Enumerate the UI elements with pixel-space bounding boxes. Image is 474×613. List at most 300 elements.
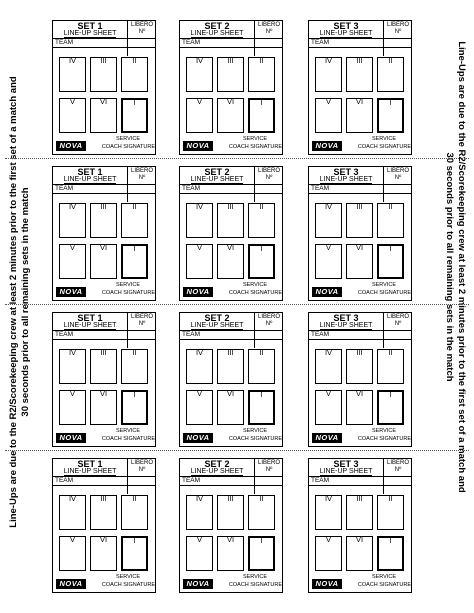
nova-logo: NOVA xyxy=(312,287,342,297)
position-box[interactable] xyxy=(217,244,244,279)
libero-number-label: Nº xyxy=(394,175,402,181)
position-number: III xyxy=(100,494,107,503)
lineup-sheet xyxy=(52,20,156,155)
libero-entry-row[interactable] xyxy=(53,340,155,348)
position-number: I xyxy=(260,98,263,107)
position-number: II xyxy=(132,348,137,357)
libero-number-label: Nº xyxy=(138,175,146,181)
libero-entry-row[interactable] xyxy=(309,194,411,202)
libero-label: LIBERO xyxy=(257,460,280,466)
position-box[interactable] xyxy=(315,203,342,238)
position-box[interactable] xyxy=(346,57,373,92)
position-box[interactable] xyxy=(121,98,148,133)
lineup-sheet xyxy=(179,458,283,593)
position-number: II xyxy=(259,202,264,211)
sheet-subtitle xyxy=(309,30,383,38)
sheet-subtitle-text: LINE-UP SHEET xyxy=(319,176,373,183)
set-title: SET 1 xyxy=(77,21,103,31)
libero-entry-row[interactable] xyxy=(180,48,282,56)
coach-signature-label: COACH SIGNATURE xyxy=(357,290,411,296)
position-box[interactable] xyxy=(90,349,117,384)
lineup-sheet xyxy=(179,312,283,447)
position-box[interactable] xyxy=(377,244,404,279)
position-number: VI xyxy=(226,97,235,106)
position-number: V xyxy=(196,243,202,252)
position-number: VI xyxy=(99,389,108,398)
position-number: VI xyxy=(99,243,108,252)
coach-signature-label: COACH SIGNATURE xyxy=(228,436,282,442)
service-label: SERVICE xyxy=(115,574,141,580)
position-box[interactable] xyxy=(217,390,244,425)
libero-entry-row[interactable] xyxy=(53,48,155,56)
team-divider xyxy=(254,331,255,339)
position-box[interactable] xyxy=(121,349,148,384)
position-box[interactable] xyxy=(377,203,404,238)
position-number: III xyxy=(100,348,107,357)
sheet-subtitle-text: LINE-UP SHEET xyxy=(63,468,117,475)
position-box[interactable] xyxy=(346,390,373,425)
team-field[interactable] xyxy=(309,38,411,48)
position-box[interactable] xyxy=(59,536,86,571)
team-label: TEAM xyxy=(311,331,330,338)
position-box[interactable] xyxy=(217,349,244,384)
position-number: V xyxy=(325,243,331,252)
nova-logo: NOVA xyxy=(312,433,342,443)
sheet-subtitle xyxy=(180,468,254,476)
nova-logo: NOVA xyxy=(183,433,213,443)
position-box[interactable] xyxy=(217,98,244,133)
libero-entry-row[interactable] xyxy=(309,340,411,348)
position-box[interactable] xyxy=(377,57,404,92)
position-number: III xyxy=(227,494,234,503)
sheet-subtitle-text: LINE-UP SHEET xyxy=(190,468,244,475)
position-number: I xyxy=(260,536,263,545)
sheet-subtitle xyxy=(53,468,127,476)
libero-entry-row[interactable] xyxy=(309,486,411,494)
lineup-sheet xyxy=(308,312,412,447)
coach-signature-label: COACH SIGNATURE xyxy=(101,436,155,442)
service-label: SERVICE xyxy=(115,428,141,434)
position-box[interactable] xyxy=(346,349,373,384)
team-divider xyxy=(254,477,255,485)
position-box[interactable] xyxy=(377,390,404,425)
libero-number-label: Nº xyxy=(138,29,146,35)
libero-label: LIBERO xyxy=(257,168,280,174)
service-label: SERVICE xyxy=(371,282,397,288)
position-number: III xyxy=(356,348,363,357)
libero-label: LIBERO xyxy=(386,22,409,28)
position-number: IV xyxy=(68,56,77,65)
position-box[interactable] xyxy=(377,495,404,530)
team-label: TEAM xyxy=(55,477,74,484)
right-instruction-line1: Line-Ups are due to the R2/Scorekeeping crew at least 2 minutes prior to the first set of a match and xyxy=(456,41,467,493)
position-box[interactable] xyxy=(121,203,148,238)
position-box[interactable] xyxy=(248,203,275,238)
position-box[interactable] xyxy=(346,495,373,530)
team-divider xyxy=(127,331,128,339)
cut-line xyxy=(5,304,469,305)
position-box[interactable] xyxy=(90,495,117,530)
team-field[interactable] xyxy=(53,184,155,194)
libero-number-label: Nº xyxy=(265,175,273,181)
set-title: SET 3 xyxy=(333,167,359,177)
team-label: TEAM xyxy=(55,39,74,46)
position-box[interactable] xyxy=(186,390,213,425)
position-box[interactable] xyxy=(217,57,244,92)
sheet-subtitle xyxy=(309,468,383,476)
position-number: III xyxy=(356,202,363,211)
position-box[interactable] xyxy=(121,390,148,425)
position-number: IV xyxy=(68,494,77,503)
service-label: SERVICE xyxy=(242,574,268,580)
position-box[interactable] xyxy=(217,536,244,571)
position-number: VI xyxy=(226,243,235,252)
sheet-subtitle xyxy=(180,176,254,184)
sheet-subtitle-text: LINE-UP SHEET xyxy=(190,30,244,37)
team-field[interactable] xyxy=(309,184,411,194)
service-label: SERVICE xyxy=(115,136,141,142)
court-rotation xyxy=(186,495,275,573)
position-number: III xyxy=(227,56,234,65)
libero-number-label: Nº xyxy=(265,29,273,35)
position-box[interactable] xyxy=(186,203,213,238)
position-box[interactable] xyxy=(315,244,342,279)
position-number: I xyxy=(389,244,392,253)
blank-divider xyxy=(383,194,384,202)
team-field[interactable] xyxy=(53,38,155,48)
position-number: IV xyxy=(324,56,333,65)
position-box[interactable] xyxy=(90,244,117,279)
position-box[interactable] xyxy=(186,536,213,571)
position-number: V xyxy=(196,97,202,106)
coach-signature-label: COACH SIGNATURE xyxy=(228,144,282,150)
libero-label: LIBERO xyxy=(130,22,153,28)
team-label: TEAM xyxy=(55,331,74,338)
set-title: SET 2 xyxy=(204,459,230,469)
lineup-sheet xyxy=(52,458,156,593)
position-box[interactable] xyxy=(90,536,117,571)
position-box[interactable] xyxy=(315,495,342,530)
position-number: I xyxy=(389,98,392,107)
position-number: II xyxy=(259,348,264,357)
position-box[interactable] xyxy=(248,495,275,530)
libero-number-label: Nº xyxy=(394,29,402,35)
position-box[interactable] xyxy=(346,98,373,133)
blank-divider xyxy=(254,194,255,202)
position-box[interactable] xyxy=(315,57,342,92)
set-title: SET 1 xyxy=(77,167,103,177)
sheet-subtitle-text: LINE-UP SHEET xyxy=(319,30,373,37)
position-box[interactable] xyxy=(121,57,148,92)
position-number: VI xyxy=(355,389,364,398)
position-number: I xyxy=(389,390,392,399)
position-number: V xyxy=(325,389,331,398)
position-box[interactable] xyxy=(186,495,213,530)
court-rotation xyxy=(186,349,275,427)
blank-divider xyxy=(383,48,384,56)
libero-entry-row[interactable] xyxy=(53,486,155,494)
sheet-subtitle-text: LINE-UP SHEET xyxy=(63,30,117,37)
position-number: I xyxy=(260,390,263,399)
libero-number-label: Nº xyxy=(394,321,402,327)
service-label: SERVICE xyxy=(242,428,268,434)
service-label: SERVICE xyxy=(242,136,268,142)
position-number: I xyxy=(133,98,136,107)
sheet-subtitle xyxy=(53,176,127,184)
position-box[interactable] xyxy=(59,203,86,238)
court-rotation xyxy=(59,495,148,573)
position-box[interactable] xyxy=(346,536,373,571)
libero-number-label: Nº xyxy=(265,321,273,327)
libero-label: LIBERO xyxy=(257,314,280,320)
blank-divider xyxy=(383,486,384,494)
position-number: V xyxy=(325,97,331,106)
position-box[interactable] xyxy=(90,98,117,133)
position-box[interactable] xyxy=(186,244,213,279)
position-number: IV xyxy=(195,202,204,211)
lineup-sheet xyxy=(308,166,412,301)
position-number: III xyxy=(356,494,363,503)
position-number: IV xyxy=(324,494,333,503)
service-label: SERVICE xyxy=(115,282,141,288)
position-number: II xyxy=(259,56,264,65)
position-box[interactable] xyxy=(121,536,148,571)
position-box[interactable] xyxy=(59,390,86,425)
sheet-subtitle xyxy=(309,322,383,330)
position-number: IV xyxy=(195,56,204,65)
lineup-sheet xyxy=(179,166,283,301)
position-number: VI xyxy=(355,97,364,106)
court-rotation xyxy=(59,349,148,427)
position-box[interactable] xyxy=(90,57,117,92)
nova-logo: NOVA xyxy=(56,141,86,151)
nova-logo: NOVA xyxy=(312,141,342,151)
blank-divider xyxy=(127,486,128,494)
coach-signature-label: COACH SIGNATURE xyxy=(101,144,155,150)
position-box[interactable] xyxy=(121,495,148,530)
position-box[interactable] xyxy=(377,536,404,571)
position-number: II xyxy=(132,202,137,211)
position-box[interactable] xyxy=(315,349,342,384)
libero-label: LIBERO xyxy=(130,314,153,320)
position-box[interactable] xyxy=(346,244,373,279)
team-divider xyxy=(127,39,128,47)
team-divider xyxy=(254,39,255,47)
position-box[interactable] xyxy=(186,57,213,92)
position-box[interactable] xyxy=(315,536,342,571)
libero-label: LIBERO xyxy=(386,460,409,466)
team-divider xyxy=(383,185,384,193)
left-instruction-line1: Line-Ups are due to the R2/Scorekeeping crew at least 2 minutes prior to the first set of a match and xyxy=(8,76,19,528)
position-number: VI xyxy=(355,535,364,544)
service-label: SERVICE xyxy=(242,282,268,288)
position-box[interactable] xyxy=(248,57,275,92)
libero-entry-row[interactable] xyxy=(180,340,282,348)
libero-label: LIBERO xyxy=(386,168,409,174)
sheet-subtitle xyxy=(180,30,254,38)
libero-entry-row[interactable] xyxy=(180,194,282,202)
court-rotation xyxy=(315,495,404,573)
position-number: II xyxy=(259,494,264,503)
libero-label: LIBERO xyxy=(130,460,153,466)
team-field[interactable] xyxy=(180,38,282,48)
position-box[interactable] xyxy=(217,495,244,530)
position-number: I xyxy=(389,536,392,545)
lineup-sheet xyxy=(308,20,412,155)
set-title: SET 2 xyxy=(204,313,230,323)
position-box[interactable] xyxy=(248,536,275,571)
blank-divider xyxy=(254,340,255,348)
position-number: I xyxy=(133,244,136,253)
position-number: III xyxy=(227,348,234,357)
position-box[interactable] xyxy=(315,98,342,133)
sheet-subtitle-text: LINE-UP SHEET xyxy=(190,176,244,183)
position-box[interactable] xyxy=(59,495,86,530)
position-box[interactable] xyxy=(217,203,244,238)
nova-logo: NOVA xyxy=(56,287,86,297)
libero-entry-row[interactable] xyxy=(180,486,282,494)
position-number: IV xyxy=(195,348,204,357)
sheet-subtitle-text: LINE-UP SHEET xyxy=(63,176,117,183)
court-rotation xyxy=(315,57,404,135)
position-box[interactable] xyxy=(186,98,213,133)
left-instruction-line2: 30 seconds prior to all remaining sets in the match xyxy=(20,187,31,417)
team-field[interactable] xyxy=(309,476,411,486)
position-number: III xyxy=(100,202,107,211)
nova-logo: NOVA xyxy=(183,141,213,151)
position-number: IV xyxy=(68,348,77,357)
position-number: III xyxy=(100,56,107,65)
court-rotation xyxy=(315,349,404,427)
blank-divider xyxy=(254,48,255,56)
position-number: III xyxy=(356,56,363,65)
position-box[interactable] xyxy=(248,98,275,133)
position-box[interactable] xyxy=(248,349,275,384)
nova-logo: NOVA xyxy=(312,579,342,589)
position-box[interactable] xyxy=(59,244,86,279)
left-instruction xyxy=(8,22,32,582)
position-number: I xyxy=(133,536,136,545)
team-divider xyxy=(383,39,384,47)
team-label: TEAM xyxy=(182,477,201,484)
blank-divider xyxy=(383,340,384,348)
position-box[interactable] xyxy=(186,349,213,384)
coach-signature-label: COACH SIGNATURE xyxy=(101,582,155,588)
position-number: V xyxy=(69,535,75,544)
position-number: I xyxy=(260,244,263,253)
position-box[interactable] xyxy=(59,57,86,92)
court-rotation xyxy=(59,203,148,281)
set-title: SET 1 xyxy=(77,459,103,469)
team-field[interactable] xyxy=(53,330,155,340)
team-label: TEAM xyxy=(55,185,74,192)
coach-signature-label: COACH SIGNATURE xyxy=(228,582,282,588)
libero-label: LIBERO xyxy=(130,168,153,174)
set-title: SET 3 xyxy=(333,459,359,469)
position-box[interactable] xyxy=(248,244,275,279)
libero-number-label: Nº xyxy=(265,467,273,473)
position-number: V xyxy=(196,535,202,544)
libero-label: LIBERO xyxy=(386,314,409,320)
sheet-subtitle xyxy=(309,176,383,184)
libero-label: LIBERO xyxy=(257,22,280,28)
team-label: TEAM xyxy=(311,39,330,46)
set-title: SET 1 xyxy=(77,313,103,323)
position-number: V xyxy=(325,535,331,544)
nova-logo: NOVA xyxy=(56,579,86,589)
position-number: II xyxy=(388,202,393,211)
service-label: SERVICE xyxy=(371,428,397,434)
position-number: VI xyxy=(99,535,108,544)
position-box[interactable] xyxy=(248,390,275,425)
position-number: VI xyxy=(226,389,235,398)
position-number: IV xyxy=(195,494,204,503)
position-box[interactable] xyxy=(59,98,86,133)
position-number: VI xyxy=(226,535,235,544)
sheet-subtitle xyxy=(53,30,127,38)
set-title: SET 2 xyxy=(204,167,230,177)
coach-signature-label: COACH SIGNATURE xyxy=(357,144,411,150)
coach-signature-label: COACH SIGNATURE xyxy=(357,582,411,588)
team-field[interactable] xyxy=(309,330,411,340)
position-box[interactable] xyxy=(377,98,404,133)
nova-logo: NOVA xyxy=(183,579,213,589)
position-number: II xyxy=(132,56,137,65)
position-number: IV xyxy=(68,202,77,211)
team-field[interactable] xyxy=(53,476,155,486)
team-field[interactable] xyxy=(180,184,282,194)
libero-number-label: Nº xyxy=(138,321,146,327)
lineup-sheet xyxy=(52,312,156,447)
sheet-subtitle-text: LINE-UP SHEET xyxy=(319,322,373,329)
coach-signature-label: COACH SIGNATURE xyxy=(228,290,282,296)
position-number: V xyxy=(69,389,75,398)
libero-entry-row[interactable] xyxy=(53,194,155,202)
position-box[interactable] xyxy=(59,349,86,384)
position-box[interactable] xyxy=(377,349,404,384)
position-box[interactable] xyxy=(90,203,117,238)
sheet-subtitle xyxy=(53,322,127,330)
court-rotation xyxy=(186,203,275,281)
lineup-sheet xyxy=(179,20,283,155)
position-number: II xyxy=(388,56,393,65)
position-box[interactable] xyxy=(90,390,117,425)
position-number: V xyxy=(196,389,202,398)
team-divider xyxy=(127,477,128,485)
team-field[interactable] xyxy=(180,330,282,340)
position-number: V xyxy=(69,243,75,252)
libero-number-label: Nº xyxy=(138,467,146,473)
position-box[interactable] xyxy=(346,203,373,238)
lineup-sheet xyxy=(52,166,156,301)
libero-entry-row[interactable] xyxy=(309,48,411,56)
position-number: I xyxy=(133,390,136,399)
service-label: SERVICE xyxy=(371,136,397,142)
team-field[interactable] xyxy=(180,476,282,486)
right-instruction xyxy=(443,0,467,547)
nova-logo: NOVA xyxy=(183,287,213,297)
team-divider xyxy=(383,477,384,485)
position-number: III xyxy=(227,202,234,211)
position-number: II xyxy=(388,494,393,503)
team-label: TEAM xyxy=(311,477,330,484)
position-box[interactable] xyxy=(315,390,342,425)
set-title: SET 3 xyxy=(333,21,359,31)
team-label: TEAM xyxy=(182,185,201,192)
court-rotation xyxy=(59,57,148,135)
libero-number-label: Nº xyxy=(394,467,402,473)
position-box[interactable] xyxy=(121,244,148,279)
